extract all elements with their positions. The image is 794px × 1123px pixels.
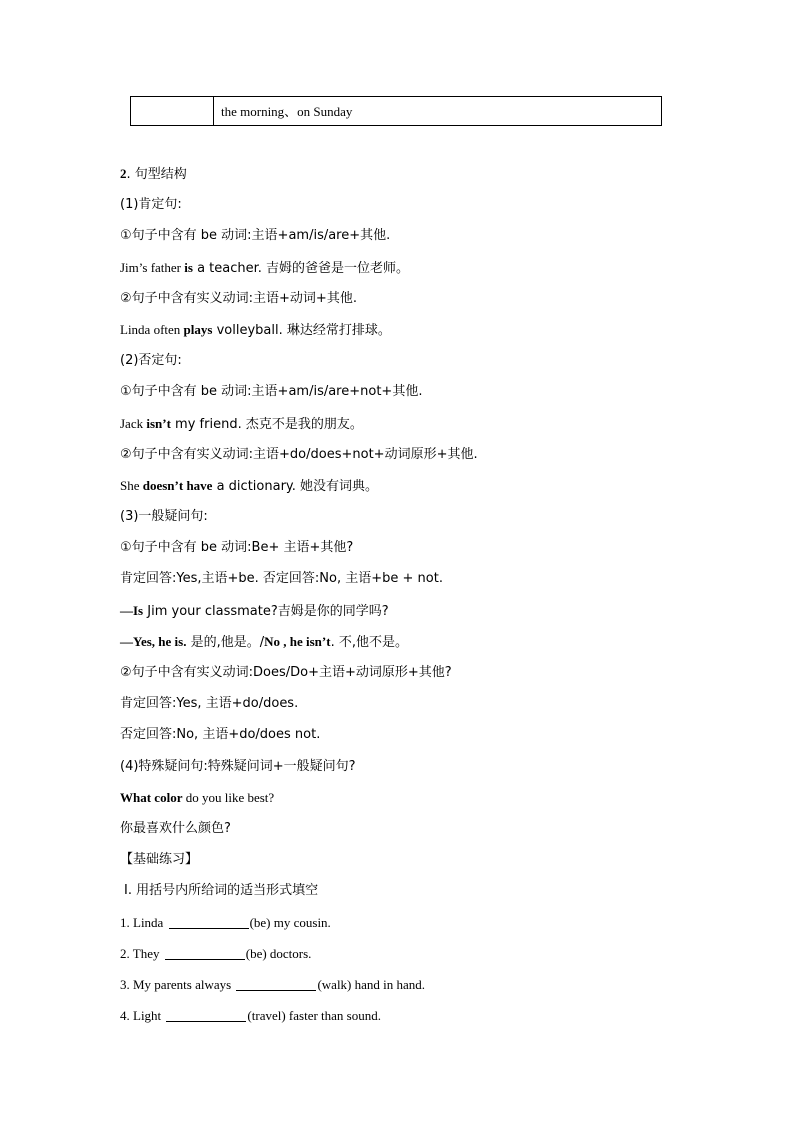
example-text: my friend. 杰克不是我的朋友。 [170, 416, 363, 432]
exercise-text: (be) my cousin. [249, 914, 331, 930]
example-bold: —Is [120, 602, 144, 618]
time-expression-table-row [130, 96, 662, 126]
example-bold: is [184, 259, 193, 275]
example-text: Jim’s father [120, 259, 185, 275]
affirmative-heading: (1)肯定句: [120, 197, 182, 213]
general-question-rule-2: ②句子中含有实义动词:Does/Do+主语+动词原形+其他? [120, 665, 452, 680]
exercise-text: (be) doctors. [245, 945, 312, 961]
exercise-text: (walk) hand in hand. [317, 976, 426, 992]
example-bold: What color [120, 789, 183, 805]
example-text: volleyball. 琳达经常打排球。 [212, 322, 391, 338]
exercise-text: 4. Light [120, 1008, 165, 1024]
example-text: She [120, 477, 143, 493]
example-text: a teacher. 吉姆的爸爸是一位老师。 [192, 260, 410, 276]
general-question-heading: (3)一般疑问句: [120, 509, 208, 525]
table-cell-right: the morning、on Sunday [221, 104, 353, 119]
answer-blank[interactable] [236, 976, 316, 991]
general-question-answers-1: 肯定回答:Yes,主语+be. 否定回答:No, 主语+be + not. [120, 571, 443, 587]
exercise-item [120, 911, 720, 942]
exercise-text: 2. They [120, 945, 163, 961]
negative-example-2 [120, 474, 720, 505]
section-number: 2 [120, 166, 127, 181]
affirmative-rule-1: ①句子中含有 be 动词:主语+am/is/are+其他. [120, 228, 391, 244]
negative-heading: (2)否定句: [120, 353, 182, 369]
affirmative-rule-2: ②句子中含有实义动词:主语+动词+其他. [120, 290, 357, 306]
special-question-heading: (4)特殊疑问句:特殊疑问词+一般疑问句? [120, 758, 356, 774]
negative-example-1 [120, 412, 720, 443]
general-question-example-q [120, 599, 720, 630]
practice-title: 【基础练习】 [120, 852, 199, 868]
affirmative-example-1 [120, 256, 720, 287]
example-text: . 不,他不是。 [330, 634, 408, 650]
section-title: . 句型结构 [126, 167, 187, 182]
example-text: Jim your classmate?吉姆是你的同学吗? [143, 603, 389, 619]
general-question-rule-1: ①句子中含有 be 动词:Be+ 主语+其他? [120, 540, 354, 556]
exercise-text: 3. My parents always [120, 976, 235, 992]
document-body [120, 162, 720, 1035]
practice-part-title: Ⅰ. 用括号内所给词的适当形式填空 [124, 883, 319, 899]
negative-rule-2: ②句子中含有实义动词:主语+do/does+not+动词原形+其他. [120, 446, 478, 462]
special-question-example [120, 786, 720, 817]
exercise-text: 1. Linda [120, 914, 167, 930]
general-question-positive-answer: 肯定回答:Yes, 主语+do/does. [120, 696, 299, 712]
example-text: Linda often [120, 321, 184, 337]
answer-blank[interactable] [169, 914, 249, 929]
exercise-item [120, 973, 720, 1004]
affirmative-example-2 [120, 318, 720, 349]
example-text: a dictionary. 她没有词典。 [212, 478, 379, 494]
exercise-item [120, 942, 720, 973]
section-heading [120, 162, 720, 193]
general-question-negative-answer: 否定回答:No, 主语+do/does not. [120, 727, 321, 743]
example-text: 是的,他是。/ [186, 634, 265, 650]
example-bold: isn’t [146, 415, 171, 431]
example-bold: plays [183, 321, 213, 337]
answer-blank[interactable] [165, 945, 245, 960]
exercise-text: (travel) faster than sound. [247, 1008, 381, 1024]
example-text: Jack [120, 415, 147, 431]
exercise-item [120, 1004, 720, 1035]
example-bold: doesn’t have [142, 477, 213, 493]
negative-rule-1: ①句子中含有 be 动词:主语+am/is/are+not+其他. [120, 384, 423, 400]
answer-blank[interactable] [166, 1007, 246, 1022]
general-question-example-a [120, 630, 720, 661]
special-question-translation: 你最喜欢什么颜色? [120, 820, 231, 836]
table-cell-left [131, 97, 214, 125]
example-bold: —Yes, he is. [120, 633, 187, 649]
example-text: do you like best? [182, 789, 275, 805]
example-bold: No , he isn’t [264, 633, 331, 649]
